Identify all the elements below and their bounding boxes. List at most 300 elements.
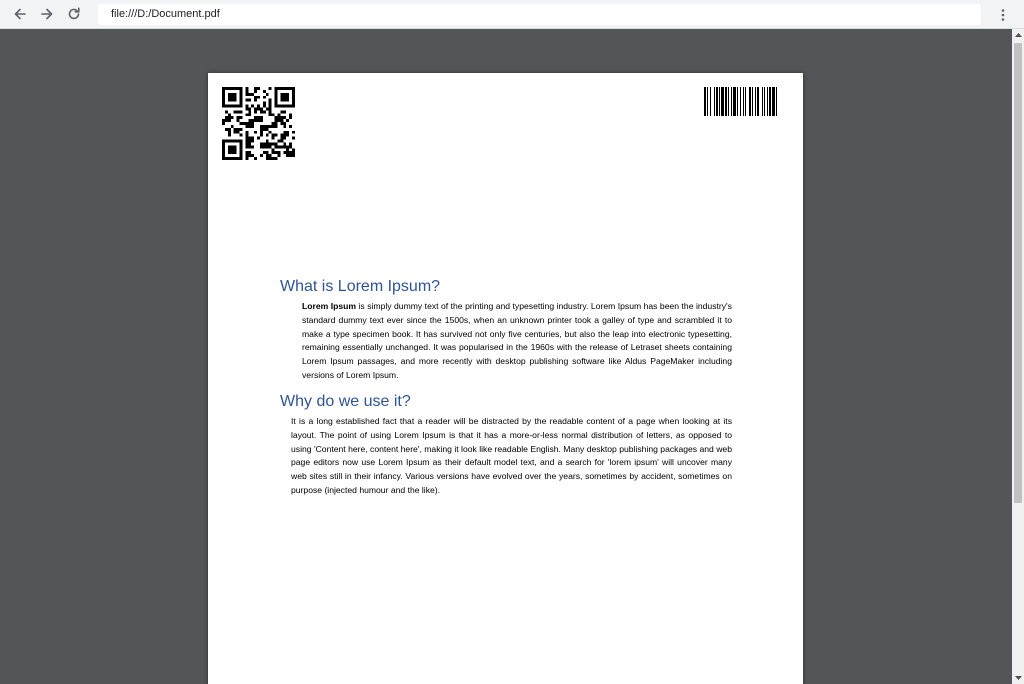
- qr-module: [260, 119, 263, 122]
- qr-module: [275, 119, 278, 122]
- qr-module: [251, 140, 254, 143]
- qr-module: [277, 140, 280, 143]
- qr-module: [289, 142, 292, 145]
- qr-module: [272, 157, 275, 160]
- browser-toolbar: [0, 0, 1024, 29]
- qr-module: [228, 145, 231, 148]
- qr-module: [266, 140, 269, 143]
- qr-module: [283, 87, 286, 90]
- qr-module: [245, 93, 248, 96]
- qr-module: [269, 102, 272, 105]
- qr-module: [280, 116, 283, 119]
- qr-module: [263, 105, 266, 108]
- qr-module: [248, 154, 251, 157]
- qr-module: [228, 148, 231, 151]
- qr-module: [254, 87, 257, 90]
- qr-module: [237, 105, 240, 108]
- forward-button[interactable]: [36, 4, 58, 24]
- qr-module: [263, 128, 266, 131]
- qr-module: [260, 145, 263, 148]
- qr-module: [269, 154, 272, 157]
- qr-module: [286, 119, 289, 122]
- qr-module: [248, 122, 251, 125]
- qr-module: [240, 105, 243, 108]
- qr-module: [266, 142, 269, 145]
- qr-module: [286, 148, 289, 151]
- qr-module: [240, 154, 243, 157]
- qr-module: [275, 125, 278, 128]
- barcode-bar: [757, 87, 759, 116]
- qr-module: [263, 110, 266, 113]
- qr-module: [225, 105, 228, 108]
- qr-module: [272, 151, 275, 154]
- qr-module: [269, 157, 272, 160]
- qr-module: [251, 145, 254, 148]
- qr-module: [283, 142, 286, 145]
- qr-module: [242, 122, 245, 125]
- qr-module: [260, 110, 263, 113]
- qr-module: [222, 140, 225, 143]
- qr-module: [251, 105, 254, 108]
- qr-module: [292, 93, 295, 96]
- qr-module: [254, 119, 257, 122]
- barcode-bar: [740, 87, 741, 116]
- qr-module: [251, 119, 254, 122]
- barcode-bar: [749, 87, 751, 116]
- qr-module: [292, 96, 295, 99]
- qr-code: [222, 87, 295, 160]
- qr-module: [266, 134, 269, 137]
- qr-module: [234, 140, 237, 143]
- qr-module: [222, 105, 225, 108]
- barcode-bar: [707, 87, 708, 116]
- qr-module: [289, 151, 292, 154]
- qr-module: [225, 116, 228, 119]
- scroll-down-button[interactable]: [1012, 672, 1024, 684]
- qr-module: [231, 96, 234, 99]
- forward-arrow-icon: [39, 6, 55, 22]
- qr-module: [234, 87, 237, 90]
- qr-module: [222, 93, 225, 96]
- qr-module: [260, 134, 263, 137]
- barcode-bar: [745, 87, 746, 116]
- qr-module: [292, 154, 295, 157]
- qr-module: [257, 116, 260, 119]
- section-heading-why: Why do we use it?: [280, 393, 411, 410]
- qr-module: [260, 128, 263, 131]
- qr-module: [234, 131, 237, 134]
- barcode-bar: [721, 87, 724, 116]
- qr-module: [222, 87, 225, 90]
- qr-module: [222, 151, 225, 154]
- qr-module: [228, 128, 231, 131]
- qr-module: [283, 125, 286, 128]
- qr-module: [225, 157, 228, 160]
- qr-module: [254, 96, 257, 99]
- qr-module: [222, 142, 225, 145]
- qr-module: [266, 145, 269, 148]
- scroll-up-button[interactable]: [1012, 29, 1024, 41]
- qr-module: [275, 122, 278, 125]
- qr-module: [280, 96, 283, 99]
- qr-module: [240, 87, 243, 90]
- qr-module: [277, 151, 280, 154]
- qr-module: [228, 99, 231, 102]
- qr-module: [277, 145, 280, 148]
- back-button[interactable]: [9, 4, 31, 24]
- qr-module: [292, 148, 295, 151]
- qr-module: [283, 145, 286, 148]
- qr-module: [222, 99, 225, 102]
- qr-module: [269, 113, 272, 116]
- qr-module: [280, 87, 283, 90]
- qr-module: [248, 113, 251, 116]
- qr-module: [269, 99, 272, 102]
- reload-icon: [66, 6, 82, 22]
- qr-module: [234, 128, 237, 131]
- qr-module: [231, 125, 234, 128]
- qr-module: [283, 137, 286, 140]
- qr-module: [225, 128, 228, 131]
- qr-module: [266, 93, 269, 96]
- scroll-up-arrow-icon: [1015, 33, 1022, 37]
- qr-module: [269, 110, 272, 113]
- qr-module: [263, 125, 266, 128]
- qr-module: [283, 151, 286, 154]
- qr-module: [237, 110, 240, 113]
- qr-module: [260, 131, 263, 134]
- menu-button[interactable]: [994, 5, 1012, 24]
- qr-module: [231, 140, 234, 143]
- qr-module: [283, 110, 286, 113]
- qr-module: [292, 131, 295, 134]
- qr-module: [225, 110, 228, 113]
- qr-module: [245, 157, 248, 160]
- qr-module: [286, 131, 289, 134]
- qr-module: [245, 113, 248, 116]
- qr-module: [289, 113, 292, 116]
- qr-module: [269, 87, 272, 90]
- qr-module: [237, 119, 240, 122]
- qr-module: [245, 122, 248, 125]
- qr-module: [248, 110, 251, 113]
- qr-module: [240, 148, 243, 151]
- qr-module: [260, 116, 263, 119]
- qr-module: [275, 145, 278, 148]
- qr-module: [254, 99, 257, 102]
- qr-module: [237, 128, 240, 131]
- qr-module: [260, 142, 263, 145]
- qr-module: [289, 145, 292, 148]
- qr-module: [254, 116, 257, 119]
- barcode-bar: [767, 87, 768, 116]
- qr-module: [234, 157, 237, 160]
- qr-module: [292, 99, 295, 102]
- qr-module: [222, 145, 225, 148]
- qr-module: [260, 125, 263, 128]
- qr-module: [240, 134, 243, 137]
- qr-module: [263, 102, 266, 105]
- qr-module: [283, 116, 286, 119]
- barcode-bar: [776, 87, 777, 116]
- qr-module: [237, 157, 240, 160]
- qr-module: [234, 151, 237, 154]
- pdf-viewer: [0, 29, 1012, 684]
- barcode-bar: [762, 87, 763, 116]
- qr-module: [254, 110, 257, 113]
- qr-module: [257, 119, 260, 122]
- vertical-scrollbar[interactable]: [1012, 29, 1024, 684]
- qr-module: [275, 157, 278, 160]
- qr-module: [234, 110, 237, 113]
- qr-module: [234, 145, 237, 148]
- qr-module: [260, 154, 263, 157]
- qr-module: [222, 154, 225, 157]
- barcode-bar: [728, 87, 729, 116]
- qr-module: [277, 113, 280, 116]
- qr-module: [237, 140, 240, 143]
- qr-module: [248, 107, 251, 110]
- qr-module: [251, 122, 254, 125]
- qr-module: [245, 145, 248, 148]
- qr-module: [248, 142, 251, 145]
- qr-module: [292, 90, 295, 93]
- qr-module: [269, 145, 272, 148]
- qr-module: [251, 125, 254, 128]
- qr-module: [245, 125, 248, 128]
- qr-module: [286, 87, 289, 90]
- qr-module: [286, 151, 289, 154]
- qr-module: [283, 105, 286, 108]
- qr-module: [228, 105, 231, 108]
- qr-module: [254, 157, 257, 160]
- section-heading-lorem: What is Lorem Ipsum?: [280, 278, 441, 295]
- qr-module: [222, 122, 225, 125]
- qr-module: [254, 131, 257, 134]
- barcode-bar: [755, 87, 756, 116]
- qr-module: [248, 137, 251, 140]
- address-bar[interactable]: [98, 4, 981, 25]
- qr-module: [231, 116, 234, 119]
- scrollbar-thumb[interactable]: [1014, 43, 1022, 503]
- qr-module: [275, 142, 278, 145]
- qr-module: [240, 116, 243, 119]
- barcode-bar: [731, 87, 732, 116]
- qr-module: [237, 116, 240, 119]
- qr-module: [228, 157, 231, 160]
- reload-button[interactable]: [63, 4, 85, 24]
- barcode-bar: [725, 87, 727, 116]
- section-paragraph-why: It is a long established fact that a reader will be distracted by the readable content of a page when looking at its layout. The point of using Lorem Ipsum is that it has a more-or-less normal distribution of letters, as opposed to using 'Content here, content here', making it look like readable English. Many desktop publishing packages and web page editors now use Lorem Ipsum as their default model text, and a search for 'lorem ipsum' will uncover many web sites still in their infancy. Various versions have evolved over the years, sometimes by accident, sometimes on purpose (injected humour and the like).: [291, 416, 732, 495]
- qr-module: [280, 99, 283, 102]
- qr-module: [240, 142, 243, 145]
- paragraph-text: is simply dummy text of the printing and typesetting industry. Lorem Ipsum has been the industry's standard dummy text ever since the 1500s, when an unknown printer took a galley of type and scrambled it to make a type specimen book. It has survived not only five centuries, but also the leap into electronic typesetting, remaining essentially unchanged. It was popularised in the 1960s with the release of Letraset sheets containing Lorem Ipsum passages, and more recently with desktop publishing software like Aldus PageMaker including versions of Lorem Ipsum.: [302, 301, 732, 380]
- qr-module: [275, 93, 278, 96]
- qr-module: [248, 145, 251, 148]
- qr-module: [266, 151, 269, 154]
- qr-module: [248, 125, 251, 128]
- qr-module: [269, 105, 272, 108]
- qr-module: [222, 96, 225, 99]
- qr-module: [292, 102, 295, 105]
- qr-module: [280, 137, 283, 140]
- qr-module: [251, 154, 254, 157]
- qr-module: [245, 99, 248, 102]
- qr-module: [275, 90, 278, 93]
- qr-module: [237, 131, 240, 134]
- qr-module: [257, 137, 260, 140]
- bold-lead-text: Lorem Ipsum: [302, 301, 357, 311]
- barcode-bar: [716, 87, 718, 116]
- qr-module: [251, 137, 254, 140]
- qr-module: [292, 137, 295, 140]
- qr-module: [280, 145, 283, 148]
- qr-module: [228, 116, 231, 119]
- qr-module: [266, 125, 269, 128]
- qr-module: [231, 99, 234, 102]
- qr-module: [228, 140, 231, 143]
- qr-module: [240, 151, 243, 154]
- qr-module: [292, 87, 295, 90]
- qr-module: [240, 93, 243, 96]
- qr-module: [254, 90, 257, 93]
- barcode-bar: [733, 87, 736, 116]
- qr-module: [234, 96, 237, 99]
- qr-module: [272, 148, 275, 151]
- qr-module: [272, 125, 275, 128]
- qr-module: [245, 131, 248, 134]
- qr-module: [245, 154, 248, 157]
- qr-module: [277, 105, 280, 108]
- barcode: [704, 87, 790, 116]
- scroll-down-arrow-icon: [1015, 676, 1022, 680]
- qr-module: [289, 125, 292, 128]
- qr-module: [280, 110, 283, 113]
- qr-module: [269, 125, 272, 128]
- qr-module: [228, 87, 231, 90]
- qr-module: [277, 119, 280, 122]
- qr-module: [234, 148, 237, 151]
- qr-module: [260, 107, 263, 110]
- qr-module: [240, 145, 243, 148]
- barcode-bar: [769, 87, 771, 116]
- qr-module: [280, 134, 283, 137]
- qr-module: [263, 96, 266, 99]
- qr-module: [292, 151, 295, 154]
- qr-module: [231, 87, 234, 90]
- qr-module: [283, 96, 286, 99]
- qr-module: [231, 145, 234, 148]
- qr-module: [266, 128, 269, 131]
- qr-module: [272, 113, 275, 116]
- qr-module: [289, 105, 292, 108]
- qr-module: [222, 90, 225, 93]
- qr-module: [237, 87, 240, 90]
- qr-module: [283, 93, 286, 96]
- qr-module: [257, 87, 260, 90]
- qr-module: [275, 102, 278, 105]
- qr-module: [286, 93, 289, 96]
- qr-module: [240, 157, 243, 160]
- qr-module: [272, 122, 275, 125]
- qr-module: [286, 99, 289, 102]
- barcode-bar: [743, 87, 744, 116]
- qr-module: [289, 116, 292, 119]
- qr-module: [275, 134, 278, 137]
- qr-module: [222, 157, 225, 160]
- qr-module: [292, 105, 295, 108]
- qr-module: [231, 157, 234, 160]
- qr-module: [283, 134, 286, 137]
- qr-module: [248, 93, 251, 96]
- qr-module: [283, 122, 286, 125]
- barcode-bar: [710, 87, 711, 116]
- qr-module: [240, 96, 243, 99]
- qr-module: [240, 110, 243, 113]
- qr-module: [231, 148, 234, 151]
- qr-module: [277, 87, 280, 90]
- qr-module: [269, 107, 272, 110]
- qr-module: [245, 90, 248, 93]
- qr-module: [222, 148, 225, 151]
- qr-module: [280, 122, 283, 125]
- qr-module: [280, 140, 283, 143]
- qr-module: [245, 107, 248, 110]
- barcode-bar: [752, 87, 753, 116]
- qr-module: [280, 105, 283, 108]
- qr-module: [228, 151, 231, 154]
- qr-module: [240, 122, 243, 125]
- qr-module: [245, 151, 248, 154]
- qr-module: [240, 99, 243, 102]
- qr-module: [251, 93, 254, 96]
- qr-module: [272, 142, 275, 145]
- qr-module: [240, 128, 243, 131]
- qr-module: [266, 107, 269, 110]
- section-paragraph-lorem: [302, 300, 732, 383]
- qr-module: [228, 93, 231, 96]
- qr-module: [228, 113, 231, 116]
- qr-module: [222, 102, 225, 105]
- kebab-menu-icon: [1001, 9, 1005, 21]
- qr-module: [248, 119, 251, 122]
- qr-module: [254, 107, 257, 110]
- qr-module: [272, 134, 275, 137]
- qr-module: [283, 131, 286, 134]
- qr-module: [245, 140, 248, 143]
- barcode-bar: [772, 87, 775, 116]
- qr-module: [272, 137, 275, 140]
- qr-module: [240, 102, 243, 105]
- qr-module: [277, 154, 280, 157]
- qr-module: [266, 157, 269, 160]
- qr-module: [231, 105, 234, 108]
- qr-module: [275, 96, 278, 99]
- qr-module: [248, 140, 251, 143]
- barcode-bar: [714, 87, 715, 116]
- qr-module: [286, 105, 289, 108]
- barcode-bar: [764, 87, 765, 116]
- qr-module: [231, 93, 234, 96]
- back-arrow-icon: [12, 6, 28, 22]
- qr-module: [225, 87, 228, 90]
- qr-module: [263, 142, 266, 145]
- qr-module: [225, 140, 228, 143]
- qr-module: [283, 99, 286, 102]
- qr-module: [222, 119, 225, 122]
- qr-module: [228, 96, 231, 99]
- qr-module: [234, 93, 237, 96]
